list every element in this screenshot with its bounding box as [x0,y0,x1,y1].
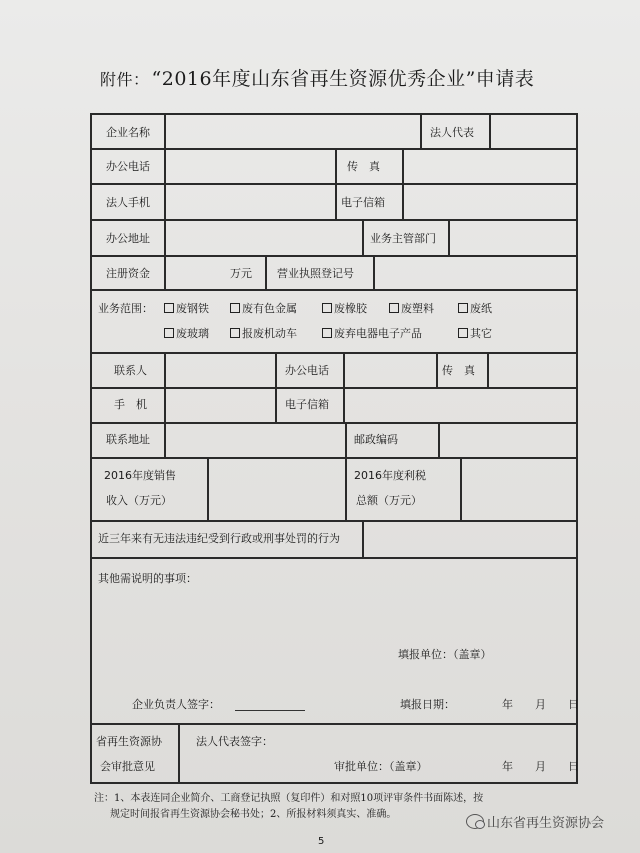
label-postcode: 邮政编码 [354,433,398,446]
label-contact-email: 电子信箱 [285,398,329,411]
checkbox-icon [458,303,468,313]
label-fill-unit: 填报单位：（盖章） [398,648,492,661]
checkbox-option[interactable]: 废玻璃 [164,327,209,341]
checkbox-icon [164,328,174,338]
note-line-1: 注：1、本表连同企业简介、工商登记执照（复印件）和对照10项评审条件书面陈述，按 [94,793,484,804]
checkbox-option[interactable]: 报废机动车 [230,327,297,341]
title-main: “2016年度山东省再生资源优秀企业”申请表 [151,68,535,90]
checkbox-icon [458,328,468,338]
label-other-matters: 其他需说明的事项： [98,572,197,585]
label-office-phone: 办公电话 [106,160,150,173]
label-legal-sign: 法人代表签字： [196,735,273,748]
checkbox-option[interactable]: 废钢铁 [164,302,209,316]
watermark [466,812,604,831]
checkbox-icon [322,328,332,338]
note-line-2: 规定时间报省再生资源协会秘书处；2、所报材料须真实、准确。 [110,809,397,820]
label-approve-date-format: 年 月 日 [502,760,579,773]
label-sales-line2: 收入（万元） [106,494,172,507]
checkbox-option[interactable]: 废有色金属 [230,302,297,316]
label-legal-rep: 法人代表 [430,126,474,139]
label-competent-dept: 业务主管部门 [370,232,436,245]
label-business-scope: 业务范围： [98,302,153,315]
label-license-no: 营业执照登记号 [277,267,354,280]
checkbox-option[interactable]: 废纸 [458,302,492,316]
label-legal-mobile: 法人手机 [106,196,150,209]
checkbox-option[interactable]: 废弃电器电子产品 [322,327,422,341]
checkbox-icon [230,303,240,313]
label-wan-yuan: 万元 [230,267,252,280]
checkbox-option[interactable]: 废塑料 [389,302,434,316]
page-number: 5 [318,836,325,847]
checkbox-icon [230,328,240,338]
checkbox-icon [389,303,399,313]
label-sales-line1: 2016年度销售 [104,469,176,482]
label-office-address: 办公地址 [106,232,150,245]
wechat-icon [466,814,484,829]
checkbox-icon [164,303,174,313]
application-form [90,113,578,784]
label-contact-person: 联系人 [114,364,147,377]
label-approval-2: 会审批意见 [100,760,155,773]
form-title [100,64,534,91]
label-fill-date: 填报日期： [400,698,455,711]
label-tax-line2: 总额（万元） [356,494,422,507]
watermark-text: 山东省再生资源协会 [487,816,605,831]
checkbox-icon [322,303,332,313]
label-reg-capital: 注册资金 [106,267,150,280]
label-contact-fax: 传 真 [442,364,475,377]
label-signer: 企业负责人签字： [132,698,220,711]
label-contact-address: 联系地址 [106,433,150,446]
label-fill-date-format: 年 月 日 [502,698,579,711]
checkbox-option[interactable]: 废橡胶 [322,302,367,316]
label-approve-unit: 审批单位：（盖章） [334,760,428,773]
label-company-name: 企业名称 [106,126,150,139]
label-tax-line1: 2016年度利税 [354,469,426,482]
label-contact-office-phone: 办公电话 [285,364,329,377]
label-violation: 近三年来有无违法违纪受到行政或刑事处罚的行为 [98,532,340,545]
label-contact-mobile: 手 机 [114,398,147,411]
label-approval-1: 省再生资源协 [96,735,162,748]
label-fax: 传 真 [347,160,380,173]
checkbox-option[interactable]: 其它 [458,327,492,341]
label-email: 电子信箱 [341,196,385,209]
title-prefix: 附件： [100,70,150,89]
